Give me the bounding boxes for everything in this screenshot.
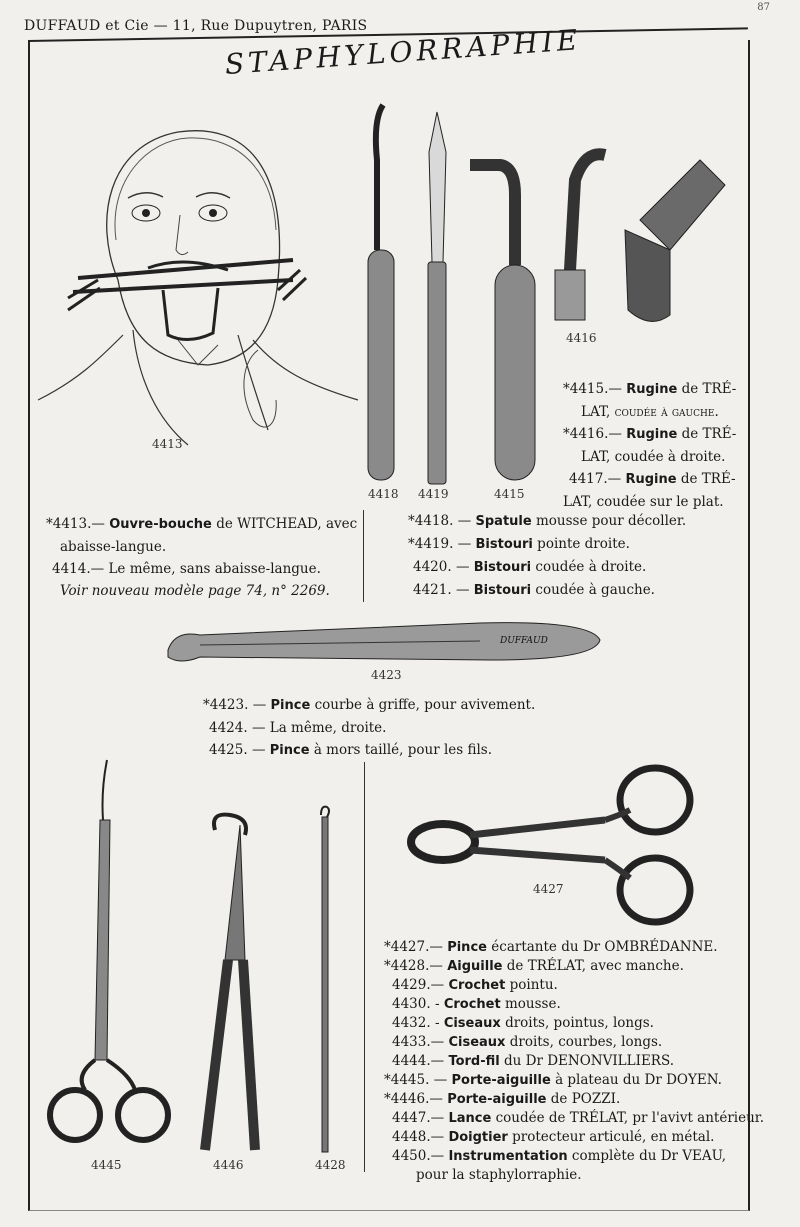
caption-line: 4429.— Crochet pointu. xyxy=(392,977,558,993)
needle-holder-4445-illustration xyxy=(45,760,175,1155)
caption-line: 4450.— Instrumentation complète du Dr VEAU, xyxy=(392,1148,727,1164)
figure-label-4418: 4418 xyxy=(368,487,399,501)
raspatory-4415-illustration xyxy=(465,155,540,485)
figure-label-4415: 4415 xyxy=(494,487,525,501)
caption-line: 4448.— Doigtier protecteur articulé, en métal. xyxy=(392,1129,715,1145)
column-divider xyxy=(363,510,364,602)
caption-line: abaisse-langue. xyxy=(60,539,167,555)
caption-line: 4444.— Tord-fil du Dr DENONVILLIERS. xyxy=(392,1053,675,1069)
page-title: STAPHYLORRAPHIE xyxy=(223,23,583,81)
caption-line: 4432. - Ciseaux droits, pointus, longs. xyxy=(392,1015,654,1031)
caption-line: *4413.— Ouvre-bouche de WITCHEAD, avec xyxy=(46,516,358,532)
caption-line: *4415.— Rugine de TRÉ- xyxy=(563,381,737,397)
caption-spatule-bistouri xyxy=(408,510,686,602)
caption-line: LAT, coudée sur le plat. xyxy=(563,494,724,510)
caption-instruments-list xyxy=(384,938,764,1185)
caption-line: 4417.— Rugine de TRÉ- xyxy=(569,471,736,487)
page-number: 87 xyxy=(757,2,770,13)
raspatory-4416-illustration xyxy=(545,150,615,330)
caption-pince-group xyxy=(203,694,535,762)
caption-line: 4421. — Bistouri coudée à gauche. xyxy=(413,582,655,598)
caption-line: *4423. — Pince courbe à griffe, pour avivement. xyxy=(203,697,536,713)
caption-line: 4425. — Pince à mors taillé, pour les fils. xyxy=(209,742,493,758)
catalog-header: DUFFAUD et Cie — 11, Rue Dupuytren, PARIS xyxy=(24,18,368,34)
needle-4428-illustration xyxy=(315,805,335,1155)
caption-line: *4428.— Aiguille de TRÉLAT, avec manche. xyxy=(384,958,684,974)
figure-label-4445: 4445 xyxy=(91,1158,122,1172)
caption-line: 4424. — La même, droite. xyxy=(209,720,387,736)
lower-column-divider xyxy=(364,762,365,1172)
caption-line: *4446.— Porte-aiguille de POZZI. xyxy=(384,1091,621,1107)
caption-line: Voir nouveau modèle page 74, n° 2269. xyxy=(60,583,330,599)
figure-label-4427: 4427 xyxy=(533,882,564,896)
caption-line: *4445. — Porte-aiguille à plateau du Dr DOYEN. xyxy=(384,1072,722,1088)
figure-label-4423: 4423 xyxy=(371,668,402,682)
forceps-4423-illustration xyxy=(160,615,610,675)
spatula-4418-illustration xyxy=(365,100,400,485)
figure-label-4413: 4413 xyxy=(152,437,183,451)
caption-line: *4427.— Pince écartante du Dr OMBRÉDANNE. xyxy=(384,939,718,955)
caption-line: 4433.— Ciseaux droits, courbes, longs. xyxy=(392,1034,663,1050)
caption-line: 4447.— Lance coudée de TRÉLAT, pr l'avivt antérieur. xyxy=(392,1110,765,1126)
caption-line: *4418. — Spatule mousse pour décoller. xyxy=(408,513,687,529)
retractor-forceps-4427-illustration xyxy=(405,760,705,930)
finger-guard-4448-illustration xyxy=(620,140,730,330)
engraved-mark: DUFFAUD xyxy=(500,636,548,646)
mouth-gag-illustration xyxy=(38,100,358,490)
caption-line: LAT, coudée à droite. xyxy=(581,449,726,465)
caption-line: LAT, coudée à gauche. xyxy=(581,404,719,420)
caption-line: *4419. — Bistouri pointe droite. xyxy=(408,536,630,552)
figure-label-4428: 4428 xyxy=(315,1158,346,1172)
caption-line: pour la staphylorraphie. xyxy=(416,1167,582,1183)
figure-label-4416: 4416 xyxy=(566,331,597,345)
caption-line: 4414.— Le même, sans abaisse-langue. xyxy=(52,561,321,577)
needle-holder-4446-illustration xyxy=(195,810,275,1155)
caption-ouvre-bouche xyxy=(46,513,357,602)
figure-label-4446: 4446 xyxy=(213,1158,244,1172)
caption-line: *4416.— Rugine de TRÉ- xyxy=(563,426,737,442)
caption-line: 4430. - Crochet mousse. xyxy=(392,996,561,1012)
caption-rugine-group xyxy=(563,378,736,513)
caption-line: 4420. — Bistouri coudée à droite. xyxy=(413,559,647,575)
figure-label-4419: 4419 xyxy=(418,487,449,501)
scalpel-4419-illustration xyxy=(420,112,455,487)
